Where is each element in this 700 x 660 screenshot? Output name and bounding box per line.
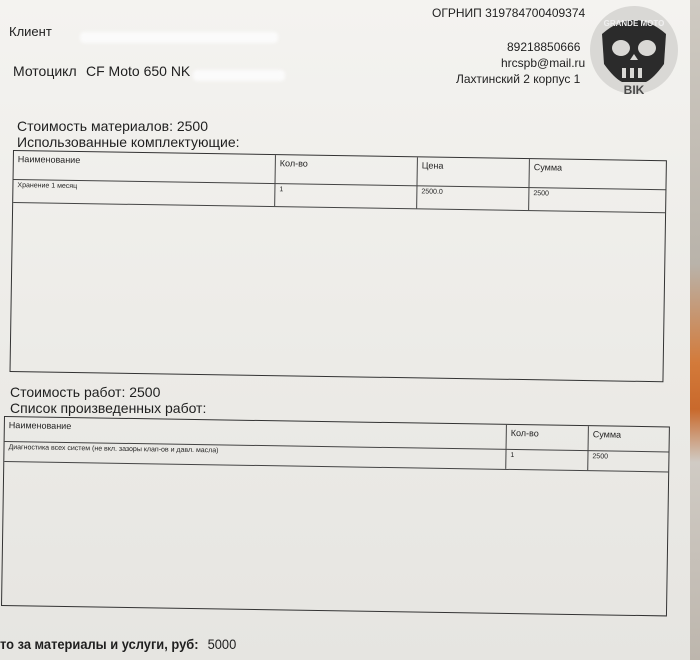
work-name: Диагностика всех систем (не вкл. зазоры клап-ов и давл. масла) — [4, 441, 506, 469]
works-col-qty: Кол-во — [507, 425, 589, 450]
total-label: то за материалы и услуги, руб: — [0, 636, 199, 652]
materials-table — [10, 150, 667, 382]
materials-cost: Стоимость материалов: 2500 — [17, 118, 208, 134]
moto-label: Мотоцикл — [13, 63, 77, 79]
works-cost: Стоимость работ: 2500 — [10, 384, 161, 400]
materials-col-sum: Сумма — [533, 162, 563, 173]
redacted-client-name — [80, 32, 278, 43]
material-qty: 1 — [275, 183, 417, 208]
desk-background — [690, 0, 700, 660]
email-text: hrcspb@mail.ru — [501, 56, 586, 70]
works-table — [1, 416, 670, 616]
phone-text: 89218850666 — [507, 40, 581, 54]
material-name: Хранение 1 месяц — [13, 179, 275, 206]
works-list-title: Список произведенных работ: — [10, 400, 207, 416]
material-sum: 2500 — [533, 190, 550, 198]
ogrnip-text: ОГРНИП 319784700409374 — [432, 6, 586, 20]
moto-model: CF Moto 650 NK — [86, 63, 191, 79]
materials-col-qty: Кол-во — [276, 155, 418, 185]
materials-col-name: Наименование — [14, 151, 276, 183]
works-col-sum: Сумма — [592, 429, 622, 440]
materials-col-price: Цена — [417, 157, 529, 187]
total-value: 5000 — [207, 636, 237, 652]
address-text: Лахтинский 2 корпус 1 — [456, 72, 581, 86]
total-line — [0, 636, 236, 652]
work-qty: 1 — [506, 449, 588, 470]
work-sum: 2500 — [592, 453, 609, 461]
redacted-moto-info — [193, 70, 285, 81]
material-price: 2500.0 — [417, 185, 529, 210]
materials-list-title: Использованные комплектующие: — [17, 134, 240, 150]
skull-logo-icon — [584, 4, 684, 100]
logo-text-top: GRANDE MOTO — [603, 19, 665, 28]
works-col-name: Наименование — [5, 417, 507, 449]
client-label: Клиент — [9, 24, 52, 39]
logo-text-bottom: BIK — [623, 83, 645, 97]
